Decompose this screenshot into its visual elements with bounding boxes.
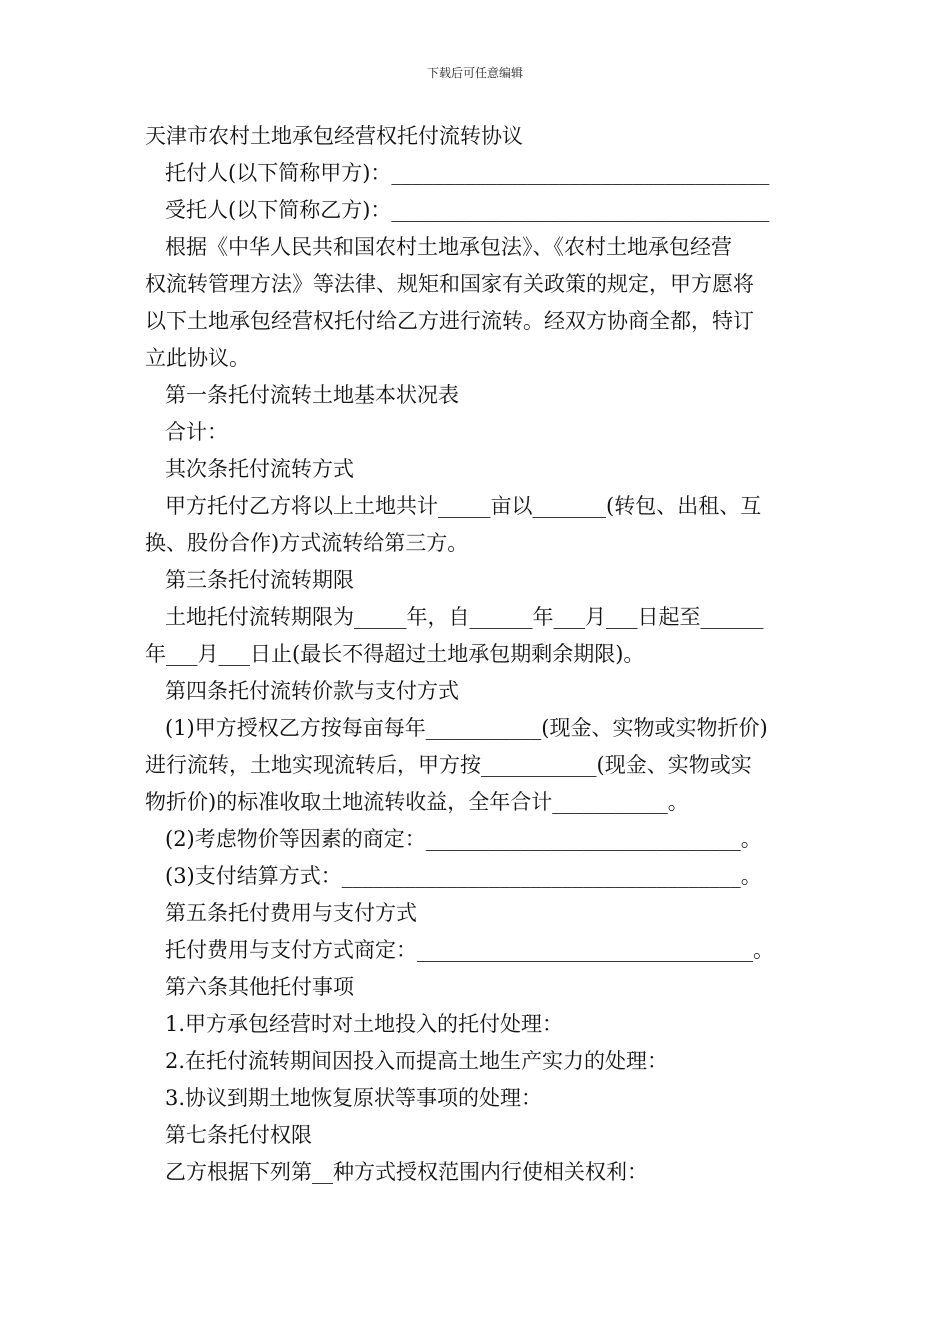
article-4-line-1: (1)甲方授权乙方按每亩每年___________(现金、实物或实物折价) — [165, 716, 768, 740]
intro-line-3: 以下土地承包经营权托付给乙方进行流转。经双方协商全都，特订 — [145, 309, 754, 333]
article-4-item-3: (3)支付结算方式：______________________________________。 — [165, 864, 762, 888]
article-4-line-3: 物折价)的标准收取土地流转收益，全年合计___________。 — [145, 790, 689, 814]
article-1-title: 第一条托付流转土地基本状况表 — [165, 383, 459, 407]
article-7-title: 第七条托付权限 — [165, 1123, 312, 1147]
article-6-title: 第六条其他托付事项 — [165, 975, 354, 999]
article-5-body: 托付费用与支付方式商定：________________________________。 — [165, 938, 774, 962]
party-a-line: 托付人(以下简称甲方)：____________________________________ — [165, 161, 770, 185]
article-6-item-3: 3.协议到期土地恢复原状等事项的处理： — [165, 1086, 543, 1110]
article-4-title: 第四条托付流转价款与支付方式 — [165, 679, 459, 703]
article-2-line-1: 甲方托付乙方将以上土地共计_____亩以_______(转包、出租、互 — [165, 494, 762, 518]
article-2-line-2: 换、股份合作)方式流转给第三方。 — [145, 531, 469, 555]
article-3-line-1: 土地托付流转期限为_____年，自______年___月___日起至______ — [165, 605, 764, 629]
document-body — [145, 118, 807, 1191]
article-4-item-2: (2)考虑物价等因素的商定：______________________________。 — [165, 827, 762, 851]
article-6-item-2: 2.在托付流转期间因投入而提高土地生产实力的处理： — [165, 1049, 669, 1073]
article-2-title: 其次条托付流转方式 — [165, 457, 354, 481]
article-4-line-2: 进行流转，土地实现流转后，甲方按___________(现金、实物或实 — [145, 753, 752, 777]
article-3-title: 第三条托付流转期限 — [165, 568, 354, 592]
document-title: 天津市农村土地承包经营权托付流转协议 — [145, 124, 523, 148]
article-6-item-1: 1.甲方承包经营时对土地投入的托付处理： — [165, 1012, 564, 1036]
intro-line-4: 立此协议。 — [145, 346, 250, 370]
article-1-total: 合计： — [165, 420, 228, 444]
article-3-line-2: 年___月___日止(最长不得超过土地承包期剩余期限)。 — [145, 642, 645, 666]
party-b-line: 受托人(以下简称乙方)：____________________________________ — [165, 198, 770, 222]
article-5-title: 第五条托付费用与支付方式 — [165, 901, 417, 925]
intro-line-2: 权流转管理方法》等法律、规矩和国家有关政策的规定，甲方愿将 — [145, 272, 754, 296]
intro-line-1: 根据《中华人民共和国农村土地承包法》、《农村土地承包经营 — [165, 235, 732, 259]
article-7-body: 乙方根据下列第__种方式授权范围内行使相关权利： — [165, 1160, 648, 1184]
page-header: 下载后可任意编辑 — [426, 66, 523, 80]
